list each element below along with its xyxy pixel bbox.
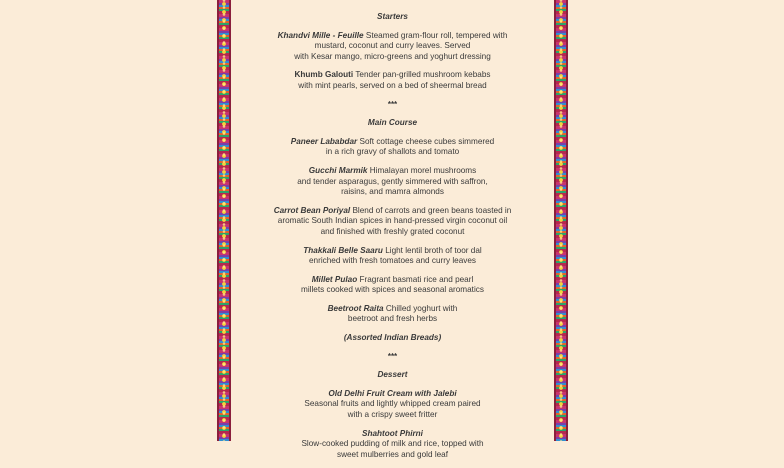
menu-item-description: Tender pan-grilled mushroom kebabs <box>355 70 491 80</box>
menu-item-name: Carrot Bean Poriyal <box>273 205 351 215</box>
menu-item <box>231 137 554 158</box>
menu-item <box>231 206 554 238</box>
section-title-starters: Starters <box>377 12 408 21</box>
menu-item-description: Light lentil broth of toor dal <box>385 245 482 255</box>
assorted-breads-note: (Assorted Indian Breads) <box>343 333 442 343</box>
menu-item-description: and finished with freshly grated coconut <box>320 226 465 236</box>
menu-item <box>231 429 554 461</box>
menu-item-description: with a crispy sweet fritter <box>347 410 438 420</box>
menu-item-name: Gucchi Marmik <box>308 165 368 175</box>
menu-card <box>231 12 554 468</box>
menu-item-name: Paneer Lababdar <box>290 136 358 146</box>
menu-item-name: Beetroot Raita <box>327 303 384 313</box>
menu-item-description: Slow-cooked pudding of milk and rice, topped with <box>301 439 484 449</box>
menu-item-description: beetroot and fresh herbs <box>347 314 438 324</box>
section-title-main-course: Main Course <box>367 118 418 128</box>
menu-item-description: with mint pearls, served on a bed of sheermal bread <box>298 80 487 90</box>
menu-item-name: Khumb Galouti <box>294 70 354 80</box>
menu-item <box>231 246 554 267</box>
menu-item-description: Soft cottage cheese cubes simmered <box>359 136 495 146</box>
menu-item <box>231 31 554 63</box>
decorative-border-right <box>554 0 568 441</box>
menu-item-description: aromatic South Indian spices in hand-pressed virgin coconut oil <box>277 216 508 226</box>
menu-item <box>231 275 554 296</box>
menu-item-description: Seasonal fruits and lightly whipped cream paired <box>304 399 481 409</box>
menu-item-description: mustard, coconut and curry leaves. Served <box>314 41 471 51</box>
menu-item-name: Thakkali Belle Saaru <box>303 245 383 255</box>
menu-item-name: Millet Pulao <box>311 274 358 284</box>
menu-item <box>231 304 554 325</box>
menu-item <box>231 166 554 198</box>
menu-item-name: Shahtoot Phirni <box>362 428 423 438</box>
menu-item-description: millets cooked with spices and seasonal aromatics <box>301 285 484 295</box>
menu-item-description: enriched with fresh tomatoes and curry leaves <box>308 256 477 266</box>
section-separator: *** <box>387 99 398 109</box>
section-title-dessert: Dessert <box>377 370 408 380</box>
menu-item-description: and tender asparagus, gently simmered with saffron, <box>297 176 488 186</box>
menu-item-description: Chilled yoghurt with <box>385 303 458 313</box>
menu-item-description: Fragrant basmati rice and pearl <box>359 274 474 284</box>
menu-item-description: sweet mulberries and gold leaf <box>336 449 449 459</box>
menu-item <box>231 389 554 421</box>
menu-item-description: Himalayan morel mushrooms <box>369 165 477 175</box>
menu-item-description: Blend of carrots and green beans toasted in <box>352 205 512 215</box>
decorative-border-left <box>217 0 231 441</box>
menu-item-description: with Kesar mango, micro-greens and yoghurt dressing <box>294 51 491 61</box>
section-separator: *** <box>387 351 398 361</box>
menu-item-description: in a rich gravy of shallots and tomato <box>325 147 460 157</box>
menu-item-description: raisins, and mamra almonds <box>341 187 444 197</box>
menu-item <box>231 70 554 91</box>
menu-item-name: Old Delhi Fruit Cream with Jalebi <box>328 388 457 398</box>
menu-item-name: Khandvi Mille - Feuille <box>277 30 364 40</box>
menu-item-description: Steamed gram-flour roll, tempered with <box>365 30 508 40</box>
